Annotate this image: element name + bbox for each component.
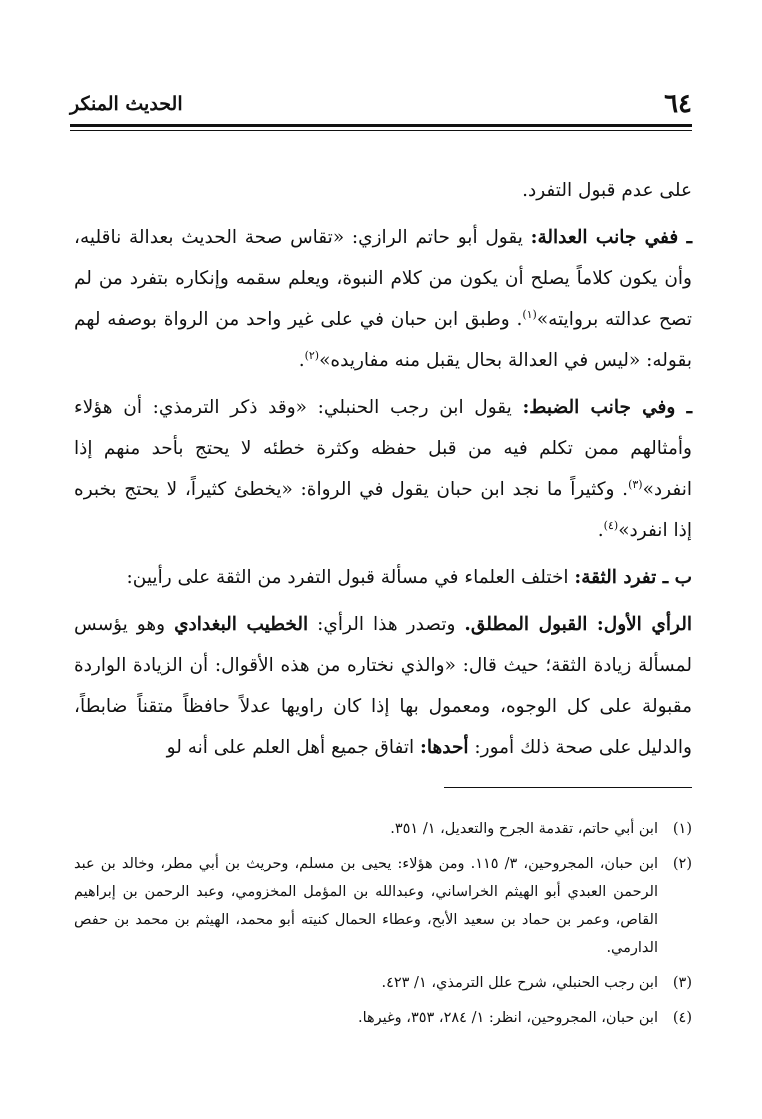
paragraph-3-text-2: . وكثيراً ما نجد ابن حبان يقول في الرواة: «يخطئ كثيراً، لا يحتج بخبره إذا انفرد» [74,479,692,541]
footnote-number: (٣) [672,975,692,991]
footnote-ref-3: (٣) [628,477,643,491]
paragraph-2-lead: ـ ففي جانب العدالة: [530,227,692,248]
paragraph-5-text-3: اتفاق جميع أهل العلم على أنه لو [166,737,421,758]
footnote-separator [444,787,692,788]
header-rule-thick [70,124,692,127]
footnote [74,850,692,962]
main-text [74,170,692,774]
running-title: الحديث المنكر [70,93,183,115]
footnote-number: (١) [672,821,692,837]
header-rule-thin [70,130,692,131]
paragraph-5-text-2: وهو يؤسس لمسألة زيادة الثقة؛ حيث قال: «والذي نختاره من هذه الأقوال: أن الزيادة الواردة مقبولة على كل الوجوه، ومعمول بها إذا كان راويها عدلاً حافظاً متقناً ضابطاً، والدليل على صحة ذلك أمور: [74,614,692,758]
paragraph-3-text: يقول ابن رجب الحنبلي: «وقد ذكر الترمذي: أن هؤلاء وأمثالهم ممن تكلم فيه من قبل حفظه وكثرة خطئه لا يحتج بأحد منهم إذا انفرد» [74,397,692,500]
footnote-text: ابن رجب الحنبلي، شرح علل الترمذي، ١/ ٤٢٣. [381,975,658,991]
paragraph-2 [74,217,692,381]
paragraph-5-lead: الرأي الأول: القبول المطلق. [464,614,692,635]
footnote-ref-4: (٤) [603,518,619,532]
paragraph-5 [74,604,692,768]
paragraph-5-text: وتصدر هذا الرأي: [308,614,465,635]
paragraph-2-end: . [298,350,305,371]
paragraph-4 [74,557,692,598]
footnote-ref-1: (١) [522,307,537,321]
paragraph-2-text-2: . وطبق ابن حبان في على غير واحد من الرواة بوصفه لهم بقوله: «ليس في العدالة بحال يقبل منه مفاريده» [74,309,692,371]
footnote-text: ابن أبي حاتم، تقدمة الجرح والتعديل، ١/ ٣٥١. [390,821,658,837]
paragraph-3-lead: ـ وفي جانب الضبط: [522,397,692,418]
footnote [74,815,692,843]
page-number: ٦٤ [664,89,692,119]
footnotes [74,815,692,1039]
paragraph-3 [74,387,692,551]
footnote-text: ابن حبان، المجروحين، ٣/ ١١٥. ومن هؤلاء: يحيى بن مسلم، وحريث بن أبي مطر، وخالد بن عبد الرحمن العبدي أبو الهيثم الخراساني، وعبدالله بن المؤمل المخزومي، وعبد الرحمن بن إبراهيم القاص، وعمر بن حماد بن سعيد الأبح، وعطاء الحمال كنيته أبو محمد، الهيثم بن محمد بن حفص الدارمي. [74,856,659,956]
paragraph-3-end: . [597,520,604,541]
paragraph-4-text: اختلف العلماء في مسألة قبول التفرد من الثقة على رأيين: [126,567,575,588]
paragraph-4-lead: ب ـ تفرد الثقة: [574,567,692,588]
footnote [74,1004,692,1032]
footnote-number: (٢) [672,856,692,872]
paragraph-5-bold-3: أحدها: [420,737,469,758]
paragraph-1: على عدم قبول التفرد. [522,180,692,201]
paragraph-5-bold-2: الخطيب البغدادي [174,614,309,635]
footnote [74,969,692,997]
footnote-number: (٤) [672,1010,692,1026]
footnote-text: ابن حبان، المجروحين، انظر: ١/ ٢٨٤، ٣٥٣، وغيرها. [358,1010,658,1026]
footnote-ref-2: (٢) [304,348,320,362]
page-header [70,86,692,122]
paragraph-2-text: يقول أبو حاتم الرازي: «تقاس صحة الحديث بعدالة ناقليه، وأن يكون كلاماً يصلح أن يكون من كلام النبوة، ويعلم سقمه وإنكاره بتفرد من لم تصح عدالته بروايته» [74,227,692,330]
